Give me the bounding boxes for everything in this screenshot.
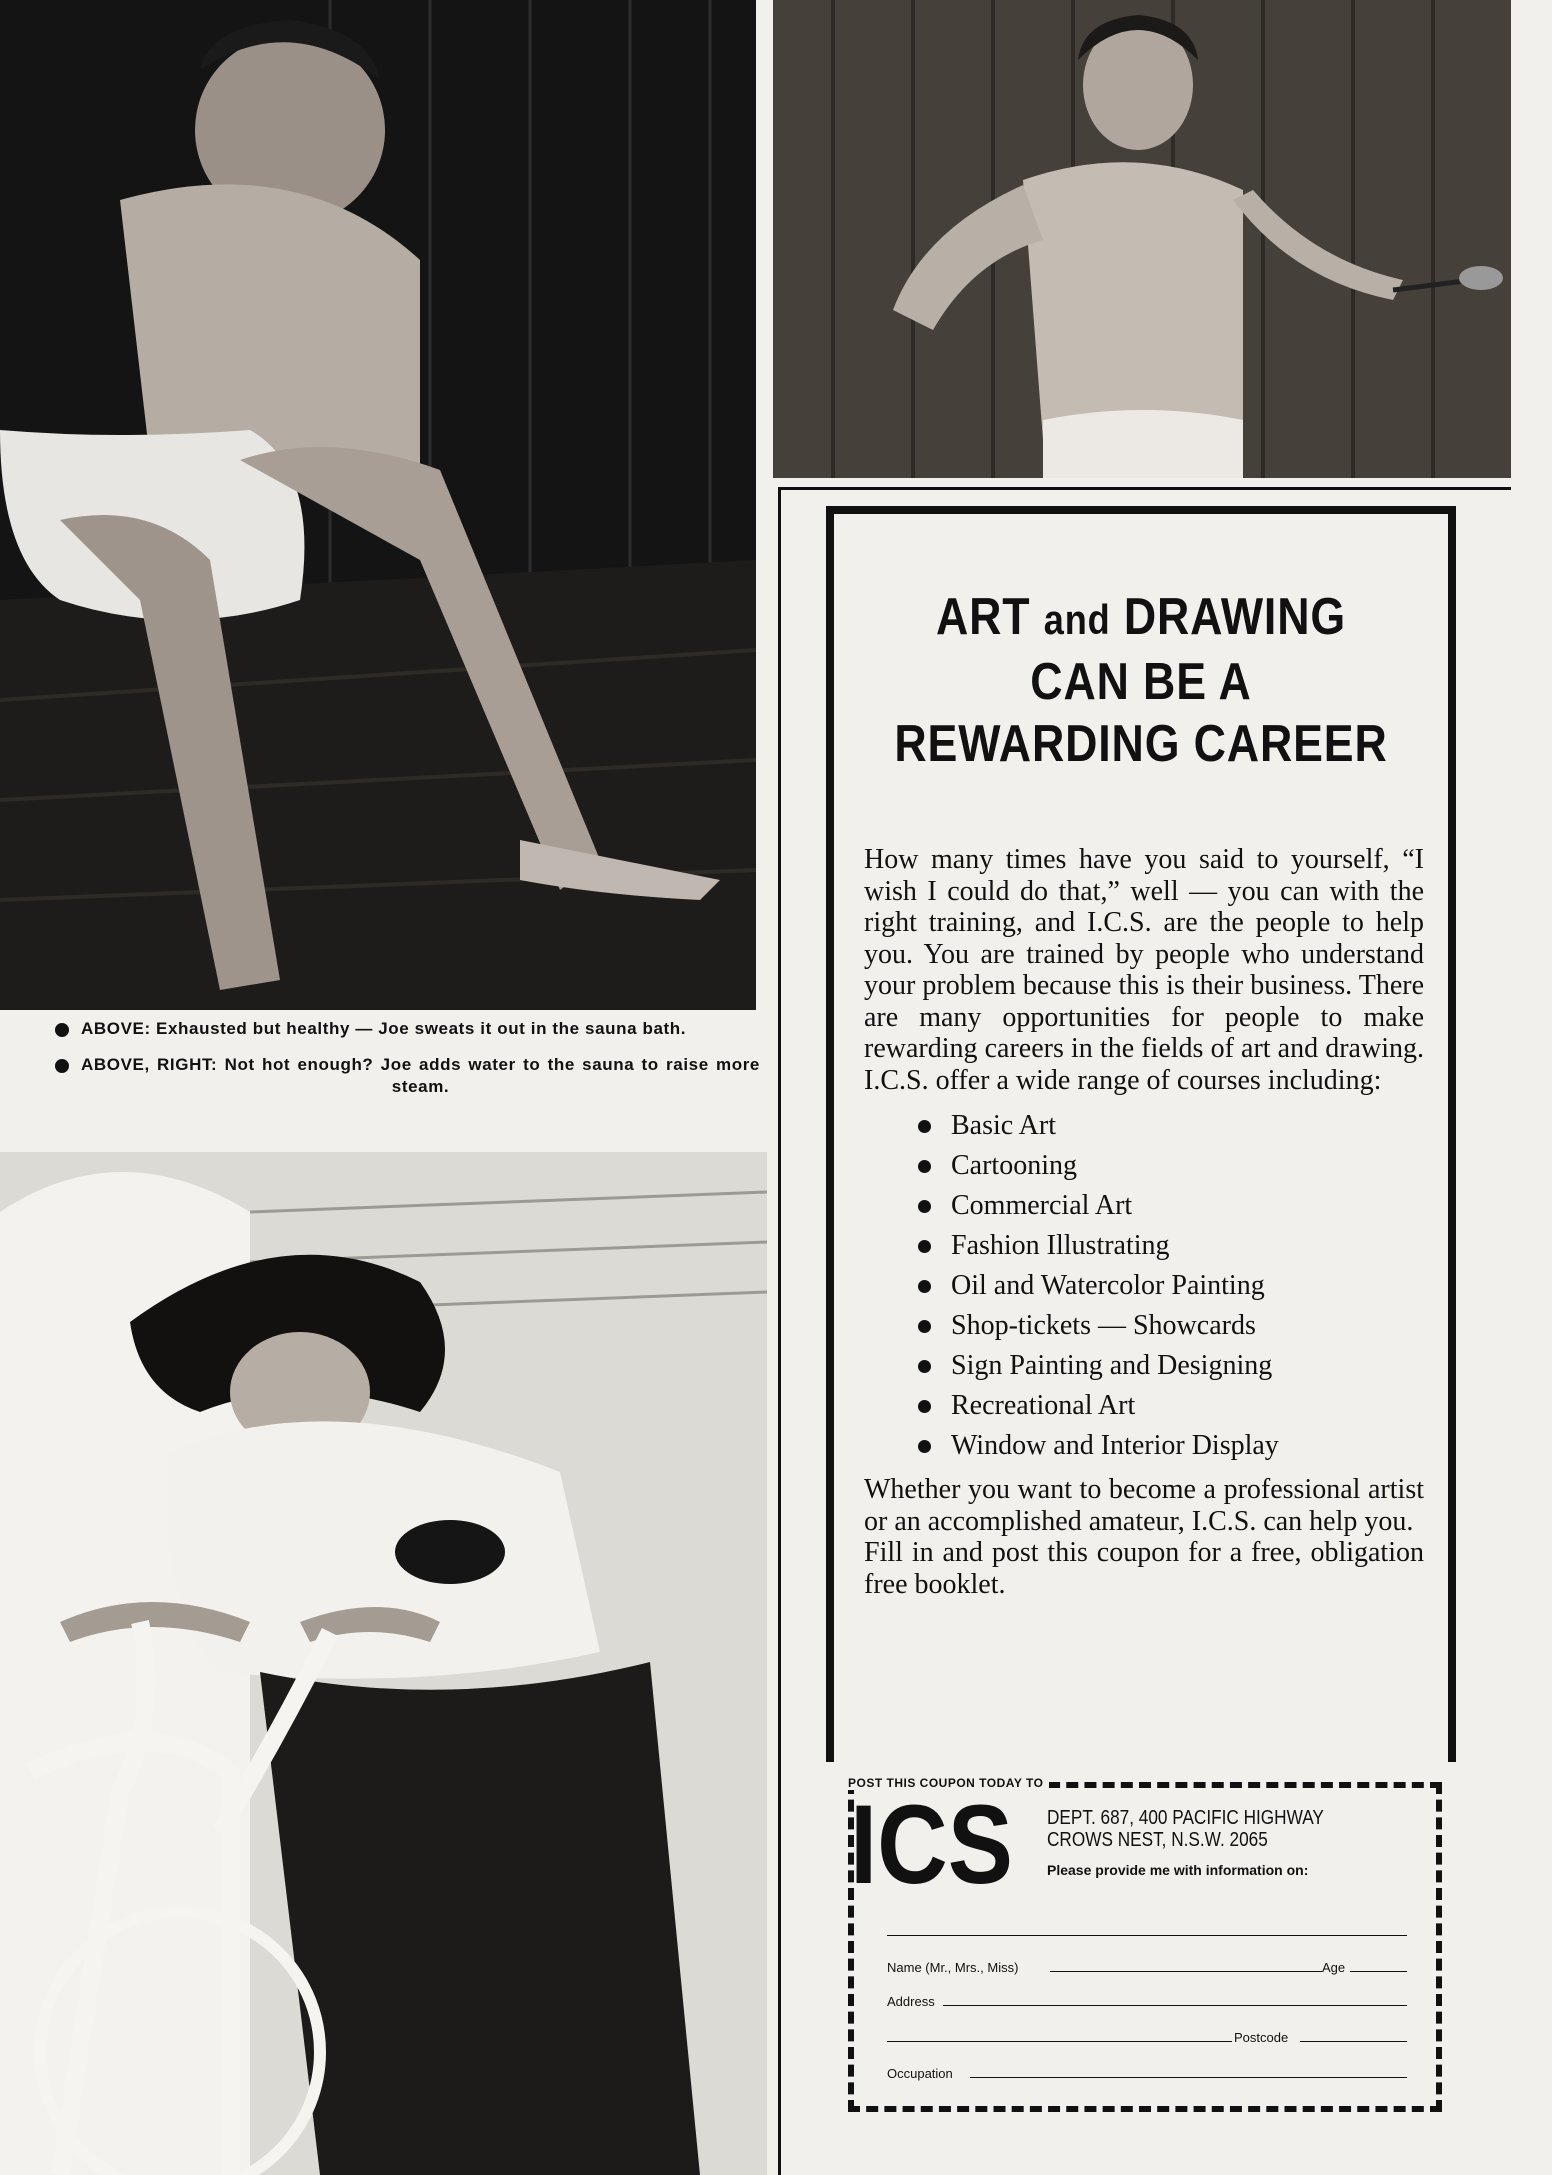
course-label: Cartooning xyxy=(951,1150,1077,1182)
ad-body xyxy=(864,844,1424,1600)
name-field[interactable] xyxy=(1050,1971,1322,1972)
course-item xyxy=(918,1226,1424,1266)
ad-closing-2: Fill in and post this coupon for a free, obligation free booklet. xyxy=(864,1537,1424,1600)
postcode-label: Postcode xyxy=(1234,2030,1289,2045)
course-item xyxy=(918,1266,1424,1306)
bullet-icon xyxy=(918,1120,931,1133)
headline-word: and xyxy=(1043,596,1111,643)
occupation-field[interactable] xyxy=(970,2077,1407,2078)
bullet-icon xyxy=(918,1240,931,1253)
coupon-top-label: POST THIS COUPON TODAY TO xyxy=(848,1776,1049,1790)
ics-address xyxy=(1047,1807,1324,1851)
caption-above-right xyxy=(55,1054,760,1098)
course-item xyxy=(918,1106,1424,1146)
caption-above xyxy=(55,1018,760,1040)
course-label: Basic Art xyxy=(951,1110,1056,1142)
postcode-field[interactable] xyxy=(1300,2041,1407,2042)
ad-closing-1: Whether you want to become a professional artist or an accomplished amateur, I.C.S. can help you. xyxy=(864,1474,1424,1537)
course-item xyxy=(918,1306,1424,1346)
course-label: Fashion Illustrating xyxy=(951,1230,1170,1262)
age-label: Age xyxy=(1322,1960,1346,1975)
photo-exercise-bike xyxy=(0,1152,767,2175)
bullet-icon xyxy=(918,1280,931,1293)
ics-logo xyxy=(850,1797,1013,1889)
ad-frame-left-rule xyxy=(778,487,781,2175)
occupation-label: Occupation xyxy=(887,2066,953,2081)
ics-advertisement xyxy=(826,506,1456,1762)
course-item xyxy=(918,1426,1424,1466)
course-label: Sign Painting and Designing xyxy=(951,1350,1273,1382)
address-line-1: DEPT. 687, 400 PACIFIC HIGHWAY xyxy=(1047,1807,1324,1829)
course-item xyxy=(918,1386,1424,1426)
bullet-icon xyxy=(55,1023,69,1037)
bullet-icon xyxy=(918,1440,931,1453)
bullet-icon xyxy=(918,1200,931,1213)
course-label: Shop-tickets — Showcards xyxy=(951,1310,1256,1342)
caption-label: ABOVE, RIGHT: xyxy=(81,1055,218,1074)
name-label: Name (Mr., Mrs., Miss) xyxy=(887,1960,1019,1975)
blank-line xyxy=(887,1935,1407,1936)
headline-line-3: REWARDING CAREER xyxy=(894,715,1388,773)
course-label: Commercial Art xyxy=(951,1190,1133,1222)
bullet-icon xyxy=(918,1360,931,1373)
course-label: Oil and Watercolor Painting xyxy=(951,1270,1265,1302)
svg-text:ICS: ICS xyxy=(850,1797,1013,1889)
age-field[interactable] xyxy=(1350,1971,1407,1972)
bullet-icon xyxy=(918,1400,931,1413)
headline-word: DRAWING xyxy=(1123,588,1347,646)
course-list xyxy=(864,1106,1424,1466)
bullet-icon xyxy=(918,1160,931,1173)
photo-sauna-seated xyxy=(0,0,756,1010)
address-field-line-2[interactable] xyxy=(887,2041,1232,2042)
address-field[interactable] xyxy=(943,2005,1407,2006)
course-item xyxy=(918,1146,1424,1186)
caption-text: Exhausted but healthy — Joe sweats it out in the sauna bath. xyxy=(156,1019,687,1038)
caption-text: Not hot enough? Joe adds water to the sauna to raise more steam. xyxy=(224,1055,760,1096)
photo-sauna-ladle xyxy=(773,0,1511,478)
course-label: Window and Interior Display xyxy=(951,1430,1279,1462)
address-line-2: CROWS NEST, N.S.W. 2065 xyxy=(1047,1829,1268,1851)
headline-line-2: CAN BE A xyxy=(1030,653,1252,711)
caption-label: ABOVE: xyxy=(81,1019,151,1038)
address-label: Address xyxy=(887,1994,935,2009)
course-label: Recreational Art xyxy=(951,1390,1136,1422)
ad-intro: How many times have you said to yourself, “I wish I could do that,” well — you can with the right training, and I.C.S. are the people to help you. You are trained by people who understand your problem because this is their business. There are many opportunities for people to make rewarding careers in the fields of art and drawing. I.C.S. offer a wide range of courses including: xyxy=(864,844,1424,1096)
bullet-icon xyxy=(918,1320,931,1333)
coupon-instruction: Please provide me with information on: xyxy=(1047,1862,1309,1878)
bullet-icon xyxy=(55,1059,69,1073)
ad-headline xyxy=(877,586,1405,775)
headline-word: ART xyxy=(935,588,1031,646)
photo-captions xyxy=(55,1018,760,1112)
ad-frame-top-rule xyxy=(778,487,1511,490)
course-item xyxy=(918,1186,1424,1226)
course-item xyxy=(918,1346,1424,1386)
